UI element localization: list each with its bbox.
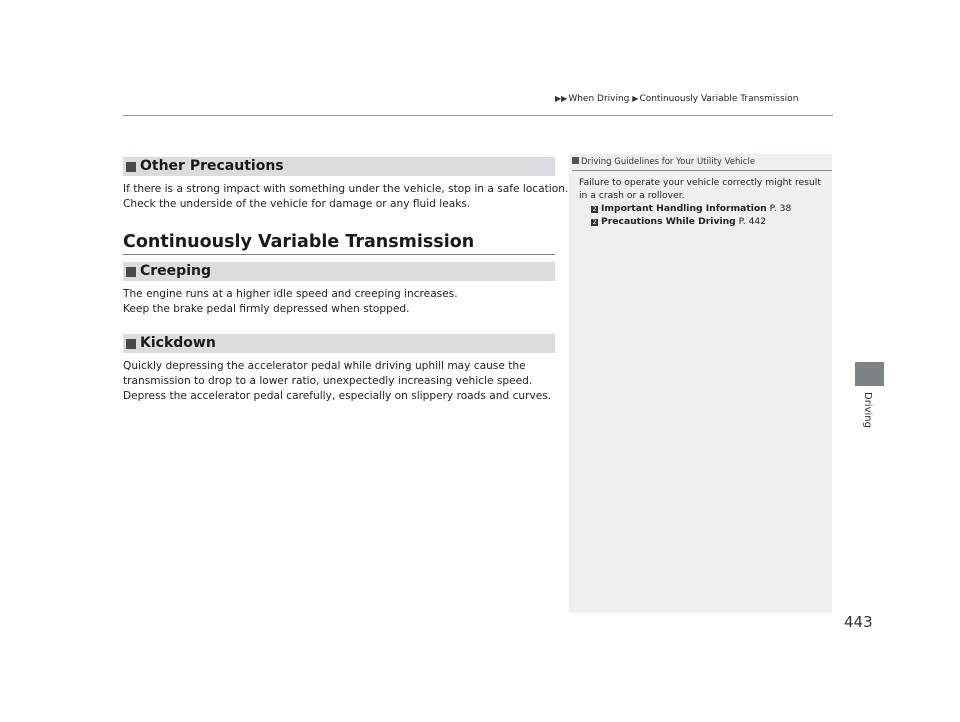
page-title: Continuously Variable Transmission [123,232,475,252]
square-bullet-icon [126,267,136,277]
sidebar-heading [572,157,755,167]
body-line: transmission to drop to a lower ratio, unexpectedly increasing vehicle speed. [123,375,533,387]
section-heading: Other Precautions [140,158,284,174]
breadcrumb [555,94,798,104]
chapter-tab-label [862,392,878,432]
page-number: 443 [844,613,873,631]
title-divider [123,254,555,255]
square-bullet-icon [126,339,136,349]
xref-precautions-driving[interactable] [591,216,766,227]
body-line: The engine runs at a higher idle speed and creeping increases. [123,288,458,300]
section-header-other-precautions [123,157,555,176]
breadcrumb-item-cvt[interactable]: Continuously Variable Transmission [639,94,799,104]
note-marker-icon [572,157,579,164]
sidebar-heading-text: Driving Guidelines for Your Utility Vehicle [581,157,756,167]
section-header-creeping [123,262,555,281]
section-heading: Creeping [140,263,211,279]
body-line: Quickly depressing the accelerator pedal while driving uphill may cause the [123,360,526,372]
xref-page: P. 442 [738,216,767,227]
breadcrumb-item-when-driving[interactable]: When Driving [568,94,630,104]
cross-reference-icon: 2 [592,219,597,226]
xref-label: Important Handling Information [601,203,767,214]
body-line: Check the underside of the vehicle for damage or any fluid leaks. [123,198,471,210]
breadcrumb-arrow-icon: ▶ [632,94,639,103]
square-bullet-icon [126,162,136,172]
xref-label: Precautions While Driving [601,216,736,227]
sidebar-line: Failure to operate your vehicle correctly might result [579,177,821,188]
breadcrumb-arrow-icon: ▶▶ [555,94,568,103]
xref-page: P. 38 [769,203,792,214]
sidebar-line: in a crash or a rollover. [579,190,685,201]
section-header-kickdown [123,334,555,353]
body-line: Depress the accelerator pedal carefully, especially on slippery roads and curves. [123,390,552,402]
body-line: Keep the brake pedal firmly depressed when stopped. [123,303,410,315]
cross-reference-icon: 2 [592,206,597,213]
header-divider [123,115,833,116]
sidebar-divider [572,170,832,171]
xref-important-handling[interactable] [591,203,791,214]
body-line: If there is a strong impact with something under the vehicle, stop in a safe location. [123,183,569,195]
chapter-tab-text: Driving [862,392,873,428]
section-heading: Kickdown [140,335,216,351]
chapter-tab-marker[interactable] [855,362,884,386]
